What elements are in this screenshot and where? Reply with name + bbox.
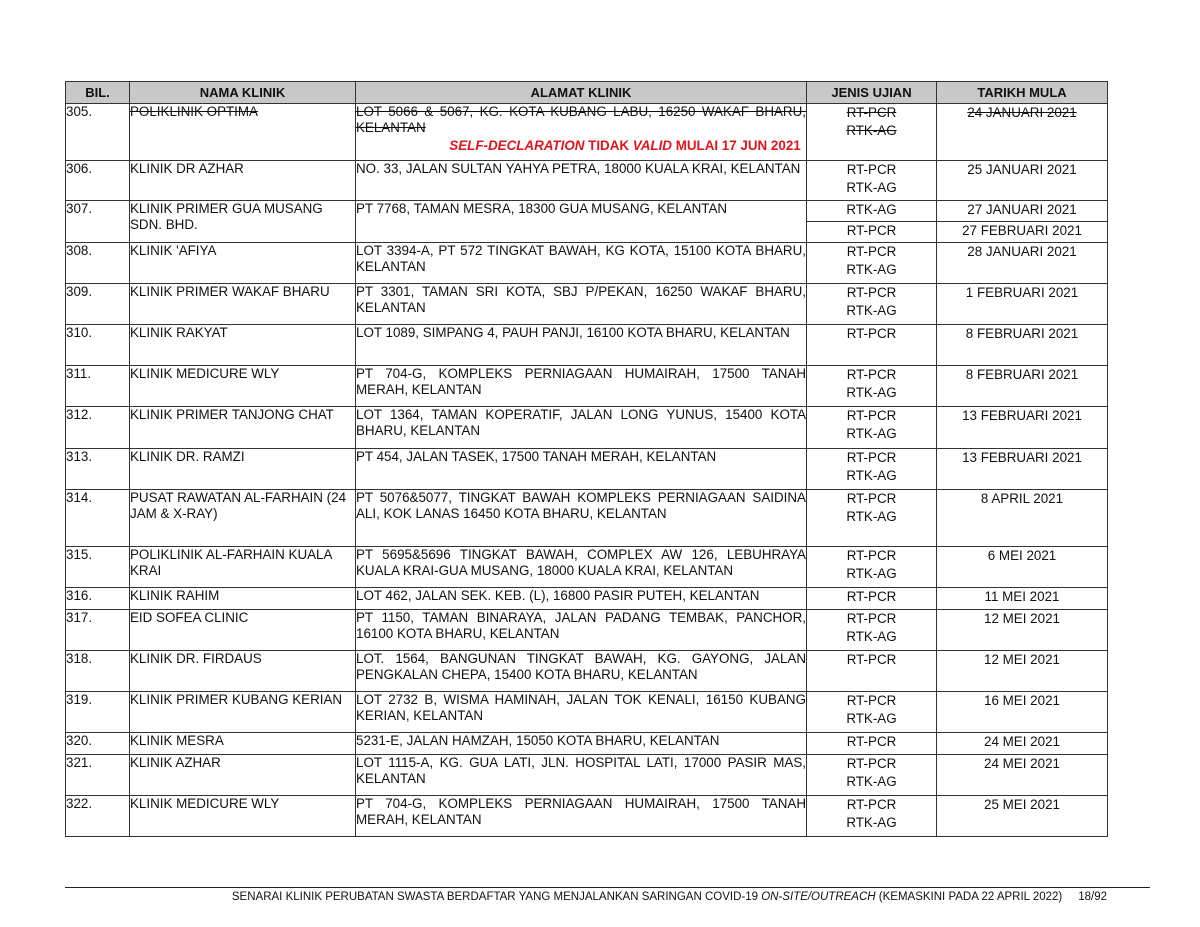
clinic-name <box>130 490 356 547</box>
clinic-address-text: PT 704-G, KOMPLEKS PERNIAGAAN HUMAIRAH, 17500 TANAH MERAH, KELANTAN <box>356 796 806 827</box>
clinic-address <box>356 366 807 407</box>
test-type <box>807 547 937 588</box>
clinic-address-text: PT 454, JALAN TASEK, 17500 TANAH MERAH, KELANTAN <box>356 449 717 464</box>
footer-text-italic: ON-SITE/OUTREACH <box>761 891 876 903</box>
test-type-value: RT-PCR <box>846 408 897 423</box>
clinic-address <box>356 755 807 796</box>
table-row <box>66 243 1108 284</box>
table-row <box>66 692 1108 733</box>
clinic-name <box>130 104 356 161</box>
row-number: 309. <box>66 284 130 325</box>
test-type-value: RTK-AG <box>846 468 897 483</box>
header-address: ALAMAT KLINIK <box>356 82 807 104</box>
clinic-name <box>130 588 356 610</box>
clinic-address-text: PT 1150, TAMAN BINARAYA, JALAN PADANG TEMBAK, PANCHOR, 16100 KOTA BHARU, KELANTAN <box>356 610 806 641</box>
test-type-value: RTK-AG <box>846 629 897 644</box>
clinic-name <box>130 547 356 588</box>
clinic-name <box>130 755 356 796</box>
clinic-address-text: PT 704-G, KOMPLEKS PERNIAGAAN HUMAIRAH, 17500 TANAH MERAH, KELANTAN <box>356 366 806 397</box>
start-date-value: 16 MEI 2021 <box>984 693 1060 708</box>
start-date <box>937 610 1108 651</box>
clinic-address-text: PT 5695&5696 TINGKAT BAWAH, COMPLEX AW 126, LEBUHRAYA KUALA KRAI-GUA MUSANG, 18000 KUALA KRAI, KELANTAN <box>356 547 806 578</box>
table-row <box>66 588 1108 610</box>
clinic-name <box>130 610 356 651</box>
table-row <box>66 161 1108 201</box>
footer-text-update: (KEMASKINI PADA 22 APRIL 2022) <box>875 891 1063 903</box>
start-date-value: 13 FEBRUARI 2021 <box>962 450 1082 465</box>
table-row <box>66 610 1108 651</box>
start-date-value: 1 FEBRUARI 2021 <box>965 285 1079 300</box>
test-type <box>807 610 937 651</box>
test-type-value: RT-PCR <box>846 223 897 238</box>
clinic-name-text: KLINIK 'AFIYA <box>130 243 217 258</box>
clinic-address-text: PT 7768, TAMAN MESRA, 18300 GUA MUSANG, KELANTAN <box>356 201 728 216</box>
clinic-name-text: KLINIK MESRA <box>130 733 224 748</box>
start-date-value: 13 FEBRUARI 2021 <box>962 408 1082 423</box>
table-row <box>66 796 1108 837</box>
clinic-name <box>130 366 356 407</box>
table-row <box>66 366 1108 407</box>
table-row <box>66 755 1108 796</box>
test-type <box>807 407 937 449</box>
clinic-name <box>130 692 356 733</box>
start-date-value: 12 MEI 2021 <box>984 652 1060 667</box>
clinic-name-text: KLINIK PRIMER KUBANG KERIAN <box>130 692 343 707</box>
clinic-name-text: KLINIK DR AZHAR <box>130 161 244 176</box>
start-date-value: 24 JANUARI 2021 <box>967 105 1077 120</box>
test-type-value: RT-PCR <box>846 162 897 177</box>
header-start-date: TARIKH MULA <box>937 82 1108 104</box>
row-number: 319. <box>66 692 130 733</box>
clinic-address-text: LOT. 1564, BANGUNAN TINGKAT BAWAH, KG. GAYONG, JALAN PENGKALAN CHEPA, 15400 KOTA BHARU, KELANTAN <box>356 651 806 682</box>
test-type-value: RT-PCR <box>846 491 897 506</box>
table-header-row <box>66 82 1108 104</box>
test-type-value: RT-PCR <box>846 797 897 812</box>
start-date-value: 27 FEBRUARI 2021 <box>962 223 1082 238</box>
start-date <box>937 325 1108 366</box>
clinic-name-text: KLINIK PRIMER WAKAF BHARU <box>130 284 330 299</box>
test-type <box>807 449 937 490</box>
test-type-value: RTK-AG <box>846 815 897 830</box>
clinic-address-text: PT 3301, TAMAN SRI KOTA, SBJ P/PEKAN, 16250 WAKAF BHARU, KELANTAN <box>356 284 806 315</box>
clinic-address <box>356 201 807 243</box>
clinic-name-text: KLINIK MEDICURE WLY <box>130 366 280 381</box>
test-type-value: RTK-AG <box>846 566 897 581</box>
test-type-value: RTK-AG <box>846 180 897 195</box>
test-type-value: RT-PCR <box>846 589 897 604</box>
clinic-address <box>356 733 807 755</box>
start-date <box>937 733 1108 755</box>
start-date-value: 28 JANUARI 2021 <box>967 244 1077 259</box>
test-type <box>807 325 937 366</box>
clinic-name-text: KLINIK DR. RAMZI <box>130 449 245 464</box>
clinic-address <box>356 651 807 692</box>
clinic-table <box>65 81 1108 837</box>
test-type-value: RT-PCR <box>846 548 897 563</box>
test-type <box>807 588 937 610</box>
table-row <box>66 284 1108 325</box>
clinic-name-text: POLIKLINIK AL-FARHAIN KUALA KRAI <box>130 547 332 578</box>
start-date-value: 6 MEI 2021 <box>987 548 1057 563</box>
clinic-name-text: POLIKLINIK OPTIMA <box>130 104 258 119</box>
row-number: 317. <box>66 610 130 651</box>
footer-divider <box>65 887 1150 888</box>
clinic-address <box>356 449 807 490</box>
start-date <box>937 104 1108 161</box>
test-type <box>807 651 937 692</box>
test-type <box>807 161 937 201</box>
test-type <box>807 692 937 733</box>
clinic-address-text: 5231-E, JALAN HAMZAH, 15050 KOTA BHARU, KELANTAN <box>356 733 720 748</box>
test-type-value: RT-PCR <box>846 734 897 749</box>
clinic-address-text: LOT 2732 B, WISMA HAMINAH, JALAN TOK KENALI, 16150 KUBANG KERIAN, KELANTAN <box>356 692 806 723</box>
clinic-name <box>130 733 356 755</box>
row-number: 312. <box>66 407 130 449</box>
row-number: 314. <box>66 490 130 547</box>
row-number: 305. <box>66 104 130 161</box>
clinic-address-text: LOT 1115-A, KG. GUA LATI, JLN. HOSPITAL LATI, 17000 PASIR MAS, KELANTAN <box>356 755 806 786</box>
validity-notice <box>356 138 806 154</box>
header-name: NAMA KLINIK <box>130 82 356 104</box>
clinic-address <box>356 692 807 733</box>
start-date <box>937 284 1108 325</box>
table-row <box>66 651 1108 692</box>
clinic-name <box>130 651 356 692</box>
test-type <box>807 243 937 284</box>
test-type-value: RTK-AG <box>846 774 897 789</box>
test-type-value: RT-PCR <box>846 326 897 341</box>
start-date-value: 8 FEBRUARI 2021 <box>965 326 1079 341</box>
clinic-address <box>356 490 807 547</box>
start-date <box>937 201 1108 222</box>
clinic-address-text: LOT 3394-A, PT 572 TINGKAT BAWAH, KG KOTA, 15100 KOTA BHARU, KELANTAN <box>356 243 806 274</box>
row-number: 311. <box>66 366 130 407</box>
clinic-name <box>130 325 356 366</box>
start-date <box>937 651 1108 692</box>
table-row <box>66 449 1108 490</box>
test-type-value: RT-PCR <box>846 693 897 708</box>
start-date-value: 25 MEI 2021 <box>984 797 1060 812</box>
row-number: 321. <box>66 755 130 796</box>
clinic-address-text: LOT 462, JALAN SEK. KEB. (L), 16800 PASIR PUTEH, KELANTAN <box>356 588 760 603</box>
start-date-value: 25 JANUARI 2021 <box>967 162 1077 177</box>
test-type-value: RT-PCR <box>846 244 897 259</box>
start-date <box>937 161 1108 201</box>
row-number: 318. <box>66 651 130 692</box>
test-type <box>807 796 937 837</box>
row-number: 316. <box>66 588 130 610</box>
notice-self-declaration: SELF-DECLARATION <box>449 138 585 153</box>
clinic-name <box>130 161 356 201</box>
clinic-address <box>356 796 807 837</box>
test-type-value: RT-PCR <box>846 756 897 771</box>
clinic-address-text: LOT 5066 & 5067, KG. KOTA KUBANG LABU, 16250 WAKAF BHARU, KELANTAN <box>356 104 806 135</box>
row-number: 310. <box>66 325 130 366</box>
test-type-value: RT-PCR <box>846 367 897 382</box>
test-type-value: RTK-AG <box>846 711 897 726</box>
test-type <box>807 490 937 547</box>
row-number: 308. <box>66 243 130 284</box>
test-type-value: RTK-AG <box>846 509 897 524</box>
clinic-name-text: KLINIK PRIMER TANJONG CHAT <box>130 407 334 422</box>
test-type-value: RTK-AG <box>846 426 897 441</box>
clinic-name-text: EID SOFEA CLINIC <box>130 610 249 625</box>
row-number: 306. <box>66 161 130 201</box>
clinic-name-text: KLINIK MEDICURE WLY <box>130 796 280 811</box>
clinic-address-text: LOT 1089, SIMPANG 4, PAUH PANJI, 16100 KOTA BHARU, KELANTAN <box>356 325 790 340</box>
test-type <box>807 733 937 755</box>
clinic-address-text: PT 5076&5077, TINGKAT BAWAH KOMPLEKS PERNIAGAAN SAIDINA ALI, KOK LANAS 16450 KOTA BHARU, KELANTAN <box>356 490 806 521</box>
clinic-name <box>130 449 356 490</box>
table-row <box>66 201 1108 222</box>
start-date <box>937 449 1108 490</box>
clinic-name-text: KLINIK AZHAR <box>130 755 221 770</box>
clinic-name-text: KLINIK RAHIM <box>130 588 220 603</box>
table-row <box>66 407 1108 449</box>
test-type <box>807 104 937 161</box>
table-row <box>66 547 1108 588</box>
clinic-address <box>356 547 807 588</box>
test-type <box>807 755 937 796</box>
start-date-value: 8 APRIL 2021 <box>980 491 1064 506</box>
clinic-name <box>130 796 356 837</box>
start-date <box>937 755 1108 796</box>
clinic-address <box>356 284 807 325</box>
clinic-name-text: KLINIK RAKYAT <box>130 325 228 340</box>
table-row <box>66 733 1108 755</box>
header-test-type: JENIS UJIAN <box>807 82 937 104</box>
clinic-name-text: KLINIK PRIMER GUA MUSANG SDN. BHD. <box>130 201 323 232</box>
page-number: 18/92 <box>1078 891 1107 903</box>
notice-tidak: TIDAK <box>584 138 633 153</box>
start-date <box>937 547 1108 588</box>
header-no: BIL. <box>66 82 130 104</box>
table-row <box>66 325 1108 366</box>
clinic-address <box>356 407 807 449</box>
test-type-value: RT-PCR <box>846 450 897 465</box>
start-date <box>937 490 1108 547</box>
start-date-value: 11 MEI 2021 <box>984 589 1060 604</box>
test-type-value: RTK-AG <box>846 202 897 217</box>
test-type-value: RT-PCR <box>846 105 897 120</box>
test-type-value: RTK-AG <box>846 385 897 400</box>
clinic-name <box>130 407 356 449</box>
test-type-value: RT-PCR <box>846 611 897 626</box>
clinic-address <box>356 161 807 201</box>
row-number: 315. <box>66 547 130 588</box>
row-number: 320. <box>66 733 130 755</box>
test-type <box>807 284 937 325</box>
start-date-value: 12 MEI 2021 <box>984 611 1060 626</box>
start-date <box>937 243 1108 284</box>
test-type <box>807 222 937 243</box>
clinic-name-text: PUSAT RAWATAN AL-FARHAIN (24 JAM & X-RAY) <box>130 490 347 521</box>
clinic-address <box>356 104 807 161</box>
table-row <box>66 104 1108 161</box>
page-footer <box>65 891 1107 903</box>
test-type-value: RTK-AG <box>846 123 897 138</box>
row-number: 313. <box>66 449 130 490</box>
table-body <box>66 104 1108 837</box>
row-number: 322. <box>66 796 130 837</box>
test-type-value: RTK-AG <box>846 262 897 277</box>
clinic-address <box>356 325 807 366</box>
start-date <box>937 588 1108 610</box>
clinic-name <box>130 201 356 243</box>
clinic-address <box>356 610 807 651</box>
test-type-value: RTK-AG <box>846 303 897 318</box>
start-date <box>937 796 1108 837</box>
start-date-value: 24 MEI 2021 <box>984 756 1060 771</box>
clinic-address-text: LOT 1364, TAMAN KOPERATIF, JALAN LONG YUNUS, 15400 KOTA BHARU, KELANTAN <box>356 407 806 438</box>
clinic-address <box>356 588 807 610</box>
footer-text: SENARAI KLINIK PERUBATAN SWASTA BERDAFTAR YANG MENJALANKAN SARINGAN COVID-19 <box>231 891 762 903</box>
start-date <box>937 222 1108 243</box>
start-date <box>937 692 1108 733</box>
start-date-value: 8 FEBRUARI 2021 <box>965 367 1079 382</box>
test-type-value: RT-PCR <box>846 285 897 300</box>
clinic-address-text: NO. 33, JALAN SULTAN YAHYA PETRA, 18000 KUALA KRAI, KELANTAN <box>356 161 801 176</box>
test-type-value: RT-PCR <box>846 652 897 667</box>
start-date-value: 24 MEI 2021 <box>984 734 1060 749</box>
start-date-value: 27 JANUARI 2021 <box>967 202 1077 217</box>
notice-date: MULAI 17 JUN 2021 <box>671 138 801 153</box>
row-number: 307. <box>66 201 130 243</box>
notice-valid: VALID <box>632 138 672 153</box>
test-type <box>807 366 937 407</box>
clinic-name <box>130 284 356 325</box>
test-type <box>807 201 937 222</box>
clinic-address <box>356 243 807 284</box>
clinic-name <box>130 243 356 284</box>
table-row <box>66 490 1108 547</box>
start-date <box>937 407 1108 449</box>
start-date <box>937 366 1108 407</box>
clinic-name-text: KLINIK DR. FIRDAUS <box>130 651 262 666</box>
